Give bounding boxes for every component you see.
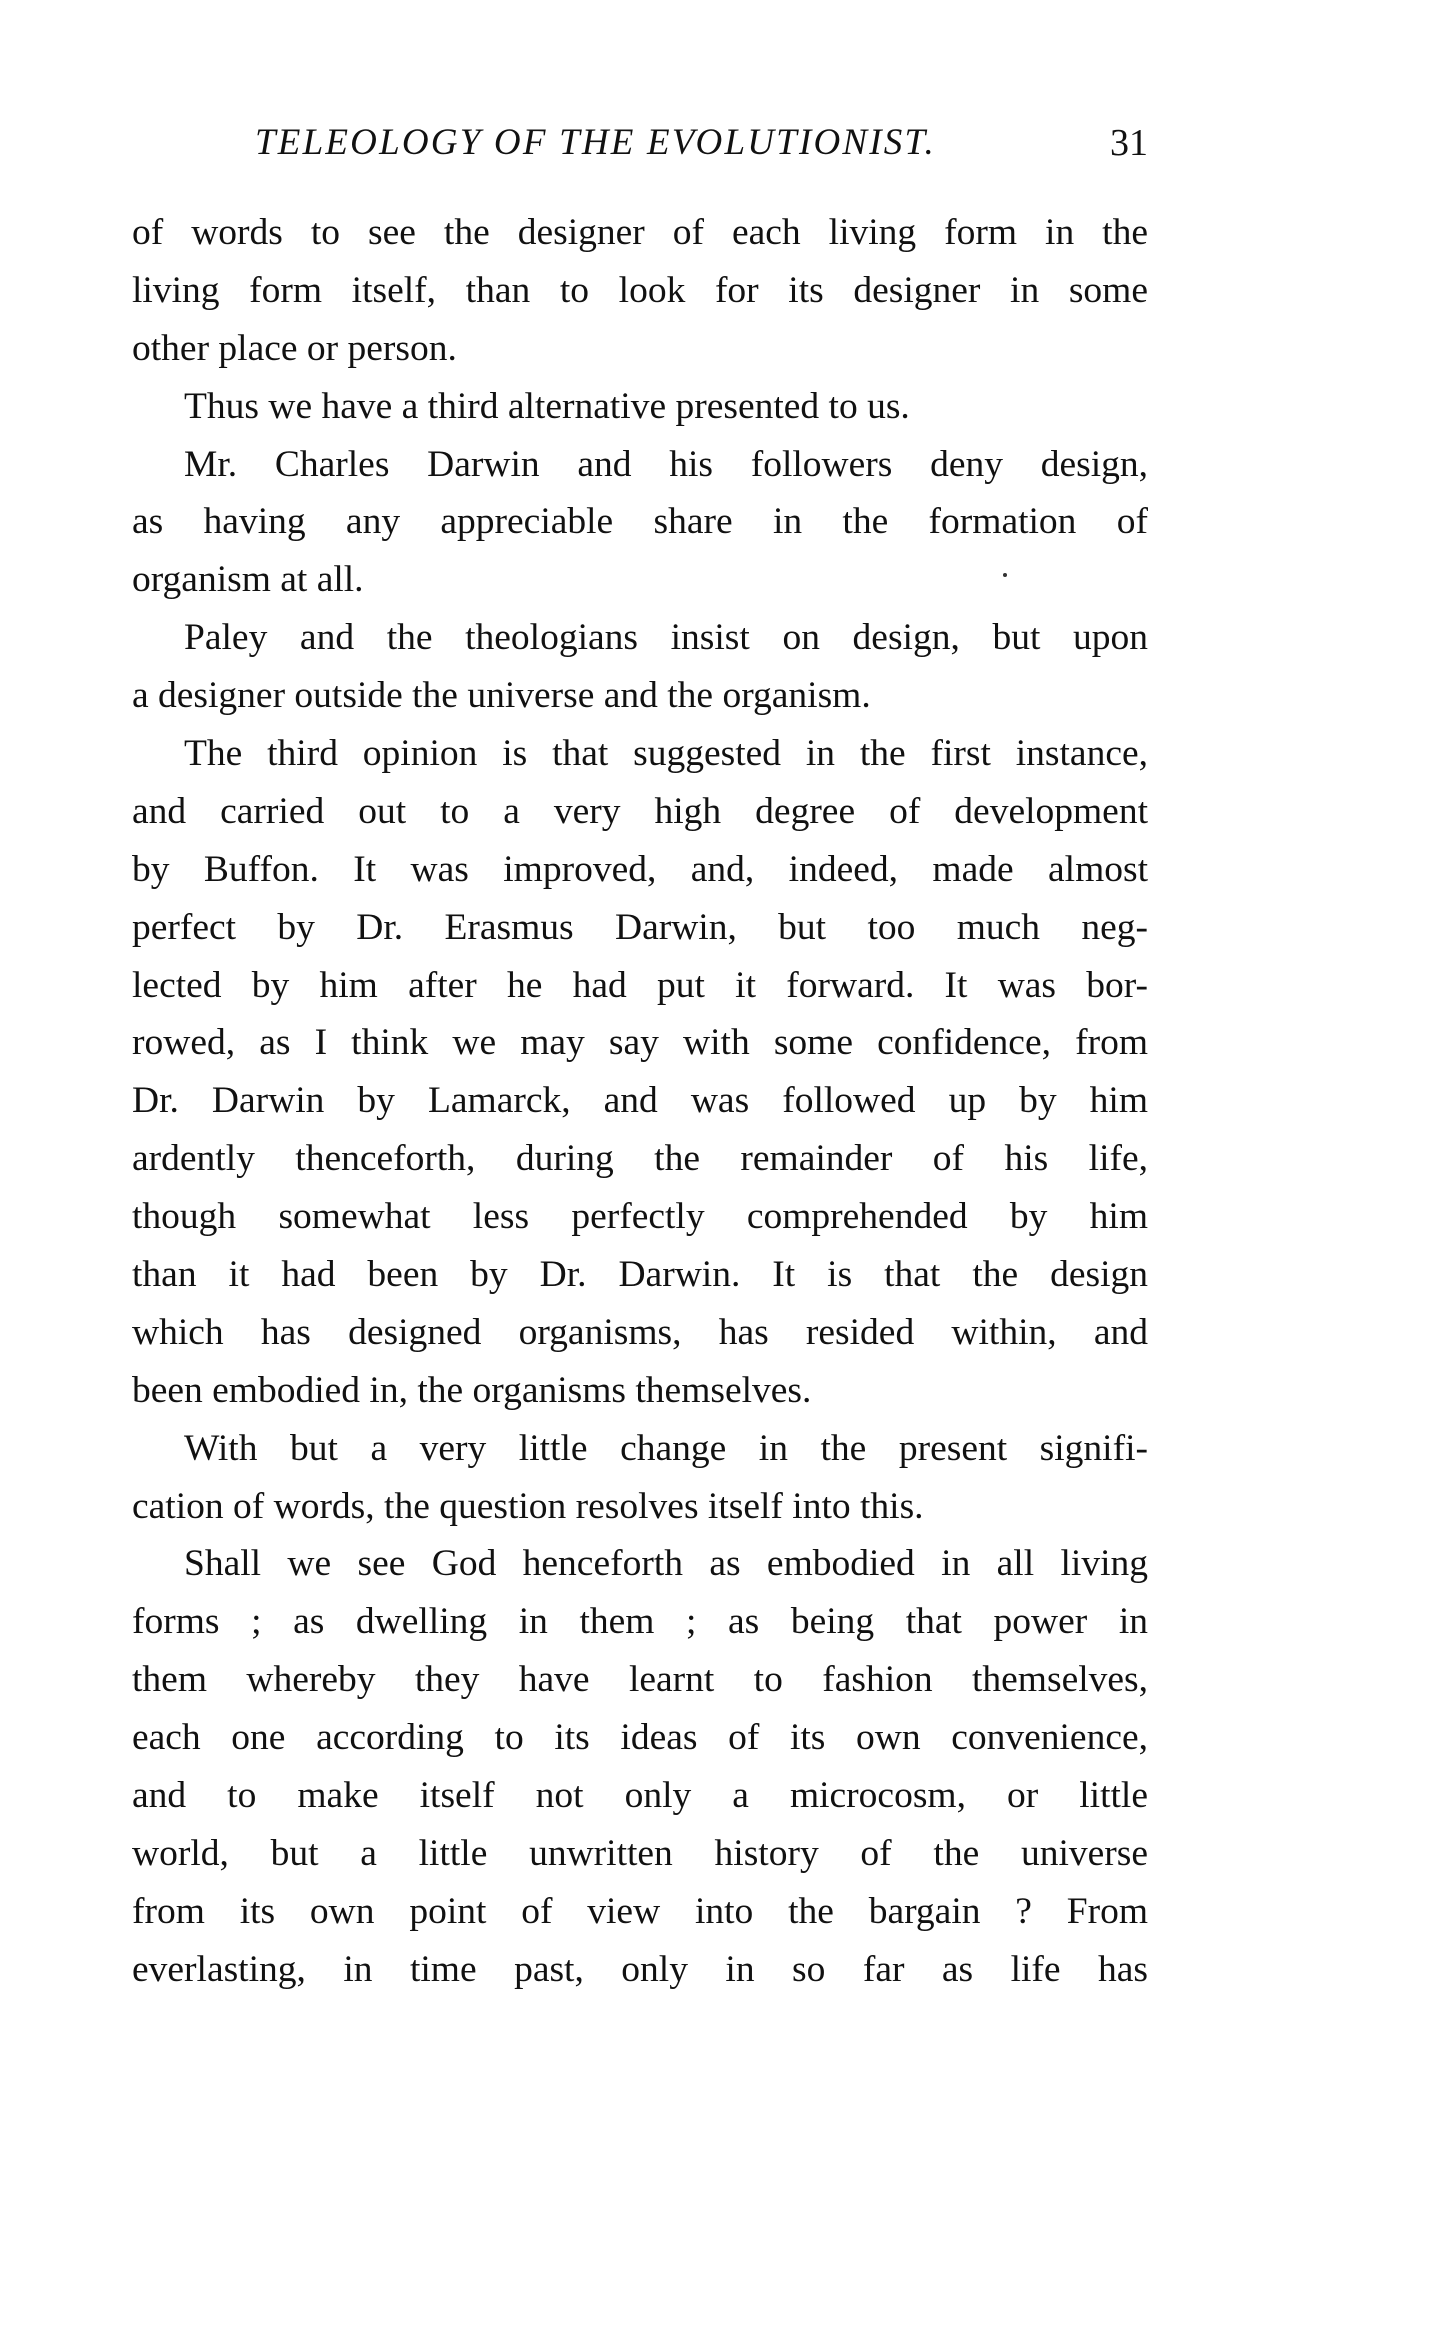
text-line: each one according to its ideas of its own convenience, <box>132 1717 1148 1759</box>
print-speck <box>1003 573 1007 577</box>
paragraph-first-line: The third opinion is that suggested in the first instance, <box>184 733 1148 775</box>
running-head <box>255 118 1148 168</box>
text-line: and to make itself not only a microcosm, or little <box>132 1775 1148 1817</box>
paragraph-first-line: Mr. Charles Darwin and his followers deny design, <box>184 443 1148 485</box>
text-line: perfect by Dr. Erasmus Darwin, but too much neg- <box>132 906 1148 948</box>
text-line: a designer outside the universe and the organism. <box>132 675 871 717</box>
paragraph-first-line: Thus we have a third alternative presented to us. <box>184 385 910 427</box>
paragraph-first-line: Shall we see God henceforth as embodied in all living <box>184 1543 1148 1585</box>
text-line: everlasting, in time past, only in so far as life has <box>132 1948 1148 1990</box>
paragraph-first-line: Paley and the theologians insist on design, but upon <box>184 617 1148 659</box>
text-line: world, but a little unwritten history of the universe <box>132 1832 1148 1874</box>
text-line: from its own point of view into the bargain ? From <box>132 1890 1148 1932</box>
text-line: though somewhat less perfectly comprehended by him <box>132 1196 1148 1238</box>
text-line: other place or person. <box>132 327 457 369</box>
text-line: as having any appreciable share in the formation of <box>132 501 1148 543</box>
text-line: them whereby they have learnt to fashion themselves, <box>132 1659 1148 1701</box>
text-line: cation of words, the question resolves itself into this. <box>132 1485 924 1527</box>
body-text <box>132 204 1148 1999</box>
text-line: living form itself, than to look for its designer in some <box>132 269 1148 311</box>
running-title: TELEOLOGY OF THE EVOLUTIONIST. <box>255 122 936 163</box>
text-line: organism at all. <box>132 559 364 601</box>
text-line: ardently thenceforth, during the remainder of his life, <box>132 1138 1148 1180</box>
text-line: lected by him after he had put it forward. It was bor- <box>132 964 1148 1006</box>
text-line: and carried out to a very high degree of development <box>132 790 1148 832</box>
text-line: of words to see the designer of each living form in the <box>132 212 1148 253</box>
text-line: than it had been by Dr. Darwin. It is that the design <box>132 1254 1148 1296</box>
text-line: forms ; as dwelling in them ; as being that power in <box>132 1601 1148 1643</box>
text-line: been embodied in, the organisms themselves. <box>132 1369 812 1411</box>
text-line: which has designed organisms, has resided within, and <box>132 1311 1148 1353</box>
text-line: by Buffon. It was improved, and, indeed, made almost <box>132 848 1148 890</box>
page-number: 31 <box>1110 122 1148 164</box>
text-line: Dr. Darwin by Lamarck, and was followed up by him <box>132 1080 1148 1122</box>
text-line: rowed, as I think we may say with some confidence, from <box>132 1022 1148 1064</box>
paragraph-first-line: With but a very little change in the present signifi- <box>184 1427 1148 1469</box>
